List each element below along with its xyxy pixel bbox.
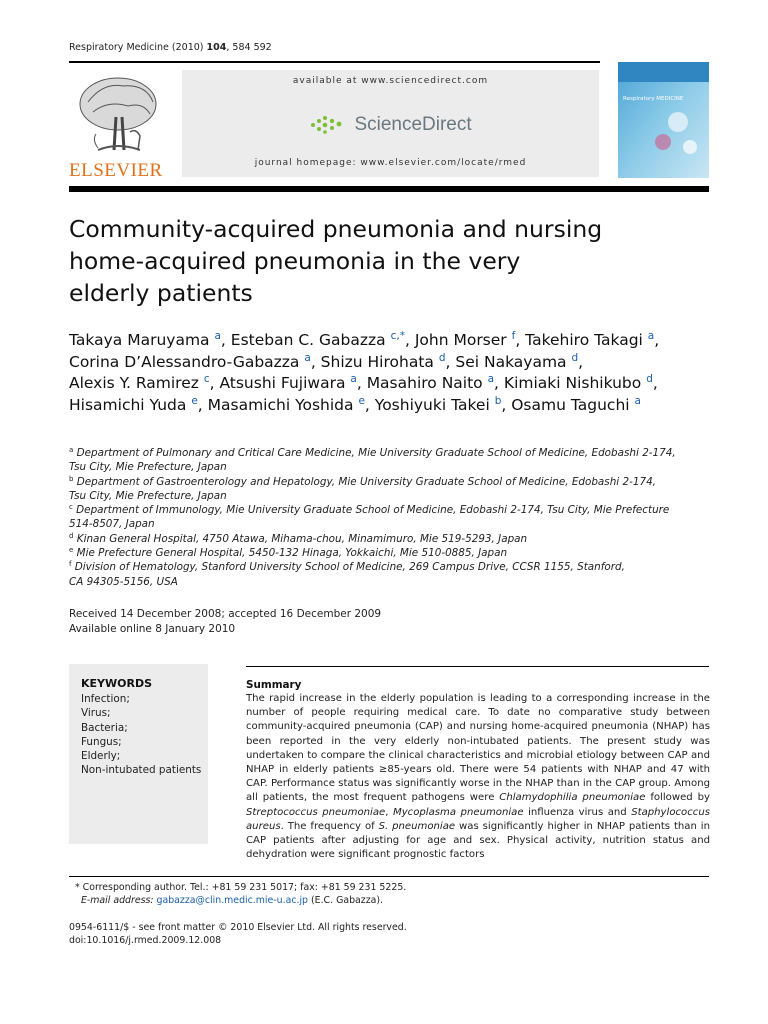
elsevier-wordmark: ELSEVIER <box>69 160 163 181</box>
author-sep: , <box>578 352 584 371</box>
author-affil-link[interactable]: d <box>438 351 446 364</box>
author-sep: , <box>501 395 512 414</box>
summary-segment: The rapid increase in the elderly population is leading to a corresponding increase in the number of people requiring medical care. To date no comparative study between community-acquired pneumonia (CAP) and nursing home-acquired pneumonia (NHAP) has been reported in the very elderly non-intubated patients. The present study was undertaken to compare the clinical characteristics and microbial etiology between CAP and NHAP in elderly patients ≥85-years old. There were 54 patients with NHAP and 47 with CAP. Performance status was significantly worse in the NHAP than in the CAP group. Among all patients, the most frequent pathogens were <box>246 693 710 804</box>
author-sep: , <box>404 331 415 349</box>
author-sep: , <box>652 374 658 392</box>
summary-organism-name: Staphylococcus aureus <box>246 806 710 832</box>
summary-segment: , <box>385 806 393 818</box>
journal-header-panel <box>182 70 599 177</box>
online-date: Available online 8 January 2010 <box>69 623 236 635</box>
affiliation-item <box>69 503 709 532</box>
keyword-item: Non-intubated patients <box>81 764 202 777</box>
author-name: Sei Nakayama <box>455 352 567 371</box>
affiliation-text: 514-8507, Japan <box>69 518 155 531</box>
author-name: Esteban C. Gabazza <box>230 331 386 349</box>
journal-cover-image <box>618 62 709 178</box>
summary-segment: followed by <box>645 792 710 804</box>
author-affil-link[interactable]: d <box>646 373 653 385</box>
journal-homepage-text: journal homepage: www.elsevier.com/locate/rmed <box>254 158 527 168</box>
author-line <box>69 395 719 417</box>
keywords-heading: KEYWORDS <box>81 677 153 690</box>
summary-segment: influenza virus and <box>523 806 632 818</box>
author-sep: , <box>220 331 231 349</box>
author-name: Atsushi Fujiwara <box>219 374 346 392</box>
author-name: Corina D’Alessandro-Gabazza <box>69 352 300 371</box>
author-affil-link[interactable]: a <box>647 330 655 342</box>
author-name: Shizu Hirohata <box>320 352 434 371</box>
author-affil-link[interactable]: e <box>358 394 365 407</box>
author-affil-link[interactable]: a <box>487 373 495 385</box>
email-link[interactable]: gabazza@clin.medic.mie-u.ac.jp <box>156 895 309 906</box>
summary-organism-name: Streptococcus pneumoniae <box>246 806 386 818</box>
title-line: Community-acquired pneumonia and nursing <box>69 215 603 243</box>
affiliation-item <box>69 560 709 589</box>
keyword-item: Elderly; <box>81 750 121 763</box>
available-at-text: available at www.sciencedirect.com <box>292 76 489 86</box>
author-line <box>69 373 719 395</box>
email-suffix: (E.C. Gabazza). <box>308 895 383 906</box>
keyword-item: Bacteria; <box>81 721 128 734</box>
affiliation-text: Tsu City, Mie Prefecture, Japan <box>69 461 227 474</box>
author-affil-link[interactable]: c,* <box>390 330 405 342</box>
author-sep: , <box>310 352 321 371</box>
footnote-rule <box>69 876 709 877</box>
issn-line: 0954-6111/$ - see front matter © 2010 Elsevier Ltd. All rights reserved. <box>69 922 407 933</box>
author-line <box>69 330 719 352</box>
author-name: Osamu Taguchi <box>511 395 630 414</box>
author-affil-link[interactable]: a <box>350 373 357 385</box>
affiliation-marker: d <box>69 531 74 540</box>
affiliation-text: Division of Hematology, Stanford University School of Medicine, 269 Campus Drive, CCSR 1155, Stanford, <box>74 561 625 574</box>
author-sep: , <box>356 374 367 392</box>
received-date: Received 14 December 2008; accepted 16 December 2009 <box>69 608 382 620</box>
affiliation-item <box>69 532 709 546</box>
journal-citation: Respiratory Medicine (2010) 104, 584 592 <box>69 42 272 53</box>
keywords-panel <box>69 664 208 844</box>
summary-text <box>246 692 710 862</box>
author-affil-link[interactable]: e <box>191 394 198 407</box>
email-label: E-mail address: <box>80 895 154 906</box>
author-name: Masamichi Yoshida <box>207 395 354 414</box>
affiliation-marker: f <box>69 560 72 569</box>
author-list <box>69 330 719 416</box>
summary-organism-name: S. pneumoniae <box>378 820 456 832</box>
affiliation-text: Tsu City, Mie Prefecture, Japan <box>69 489 227 502</box>
author-name: Kimiaki Nishikubo <box>503 374 642 392</box>
affiliation-text: Mie Prefecture General Hospital, 5450-132 Hinaga, Yokkaichi, Mie 510-0885, Japan <box>76 547 508 560</box>
author-name: Hisamichi Yuda <box>69 395 187 414</box>
sciencedirect-logo <box>182 114 599 136</box>
author-affil-link[interactable]: b <box>494 394 502 407</box>
author-sep: , <box>445 352 456 371</box>
author-sep: , <box>197 395 208 414</box>
keywords-list <box>81 692 201 778</box>
sciencedirect-wordmark: ScienceDirect <box>354 114 472 135</box>
keyword-item: Virus; <box>81 707 111 720</box>
affiliation-marker: c <box>69 503 73 512</box>
affiliation-text: Kinan General Hospital, 4750 Atawa, Mihama-chou, Minamimuro, Mie 519-5293, Japan <box>76 532 528 545</box>
summary-organism-name: Mycoplasma pneumoniae <box>392 806 524 818</box>
summary-heading: Summary <box>246 679 302 691</box>
article-dates <box>69 607 381 637</box>
affiliation-marker: a <box>69 446 74 454</box>
author-name: John Morser <box>414 331 507 349</box>
author-sep: , <box>209 374 220 392</box>
affiliation-item <box>69 446 709 475</box>
author-name: Alexis Y. Ramirez <box>69 374 199 392</box>
summary-organism-name: Chlamydophilia pneumoniae <box>499 792 646 804</box>
author-sep: , <box>364 395 375 414</box>
author-name: Yoshiyuki Takei <box>374 395 490 414</box>
author-sep: , <box>494 374 504 392</box>
summary-segment: . The frequency of <box>280 820 379 832</box>
keyword-item: Fungus; <box>81 735 122 748</box>
author-sep: , <box>654 331 660 349</box>
affiliation-list <box>69 446 709 589</box>
title-line: home-acquired pneumonia in the very <box>69 247 521 275</box>
sciencedirect-dots-icon <box>309 115 345 135</box>
affiliation-marker: e <box>69 546 74 555</box>
summary-rule <box>246 666 709 667</box>
affiliation-text: CA 94305-5156, USA <box>69 575 178 588</box>
affiliation-text: Department of Gastroenterology and Hepatology, Mie University Graduate School of Medicine, Edobashi 2-174, <box>76 475 656 488</box>
doi-line: doi:10.1016/j.rmed.2009.12.008 <box>69 935 222 946</box>
affiliation-marker: b <box>69 474 74 483</box>
author-name: Takehiro Takagi <box>525 331 643 349</box>
cover-title: Respiratory MEDICINE <box>623 96 684 102</box>
email-note <box>75 894 406 907</box>
affiliation-text: Department of Pulmonary and Critical Care Medicine, Mie University Graduate School of Medicine, Edobashi 2-174, <box>76 447 676 459</box>
corresponding-author-note: * Corresponding author. Tel.: +81 59 231 5017; fax: +81 59 231 5225. <box>75 882 407 893</box>
author-affil-link[interactable]: a <box>304 351 311 364</box>
affiliation-item <box>69 546 709 560</box>
affiliation-text: Department of Immunology, Mie University Graduate School of Medicine, Edobashi 2-174, Tsu City, Mie Prefecture <box>76 504 670 517</box>
author-affil-link[interactable]: a <box>634 394 641 407</box>
summary-segment: was significantly higher in NHAP patients than in CAP patients after adjusting for age and sex. Physical activity, nutrition status and dehydration were significant prognostic factors <box>246 820 710 861</box>
corresponding-footnote <box>75 881 406 907</box>
author-name: Masahiro Naito <box>366 374 483 392</box>
author-line <box>69 352 719 374</box>
copyright-block <box>69 921 407 947</box>
affiliation-item <box>69 475 709 504</box>
author-sep: , <box>515 331 526 349</box>
article-title <box>69 213 699 309</box>
author-affil-link[interactable]: f <box>511 330 516 342</box>
title-divider <box>69 186 709 192</box>
author-name: Takaya Maruyama <box>69 331 210 349</box>
header-rule <box>69 61 600 63</box>
author-affil-link[interactable]: a <box>214 330 221 342</box>
author-affil-link[interactable]: c <box>203 373 210 385</box>
title-line: elderly patients <box>69 279 253 307</box>
keyword-item: Infection; <box>81 693 130 705</box>
author-affil-link[interactable]: d <box>571 351 579 364</box>
